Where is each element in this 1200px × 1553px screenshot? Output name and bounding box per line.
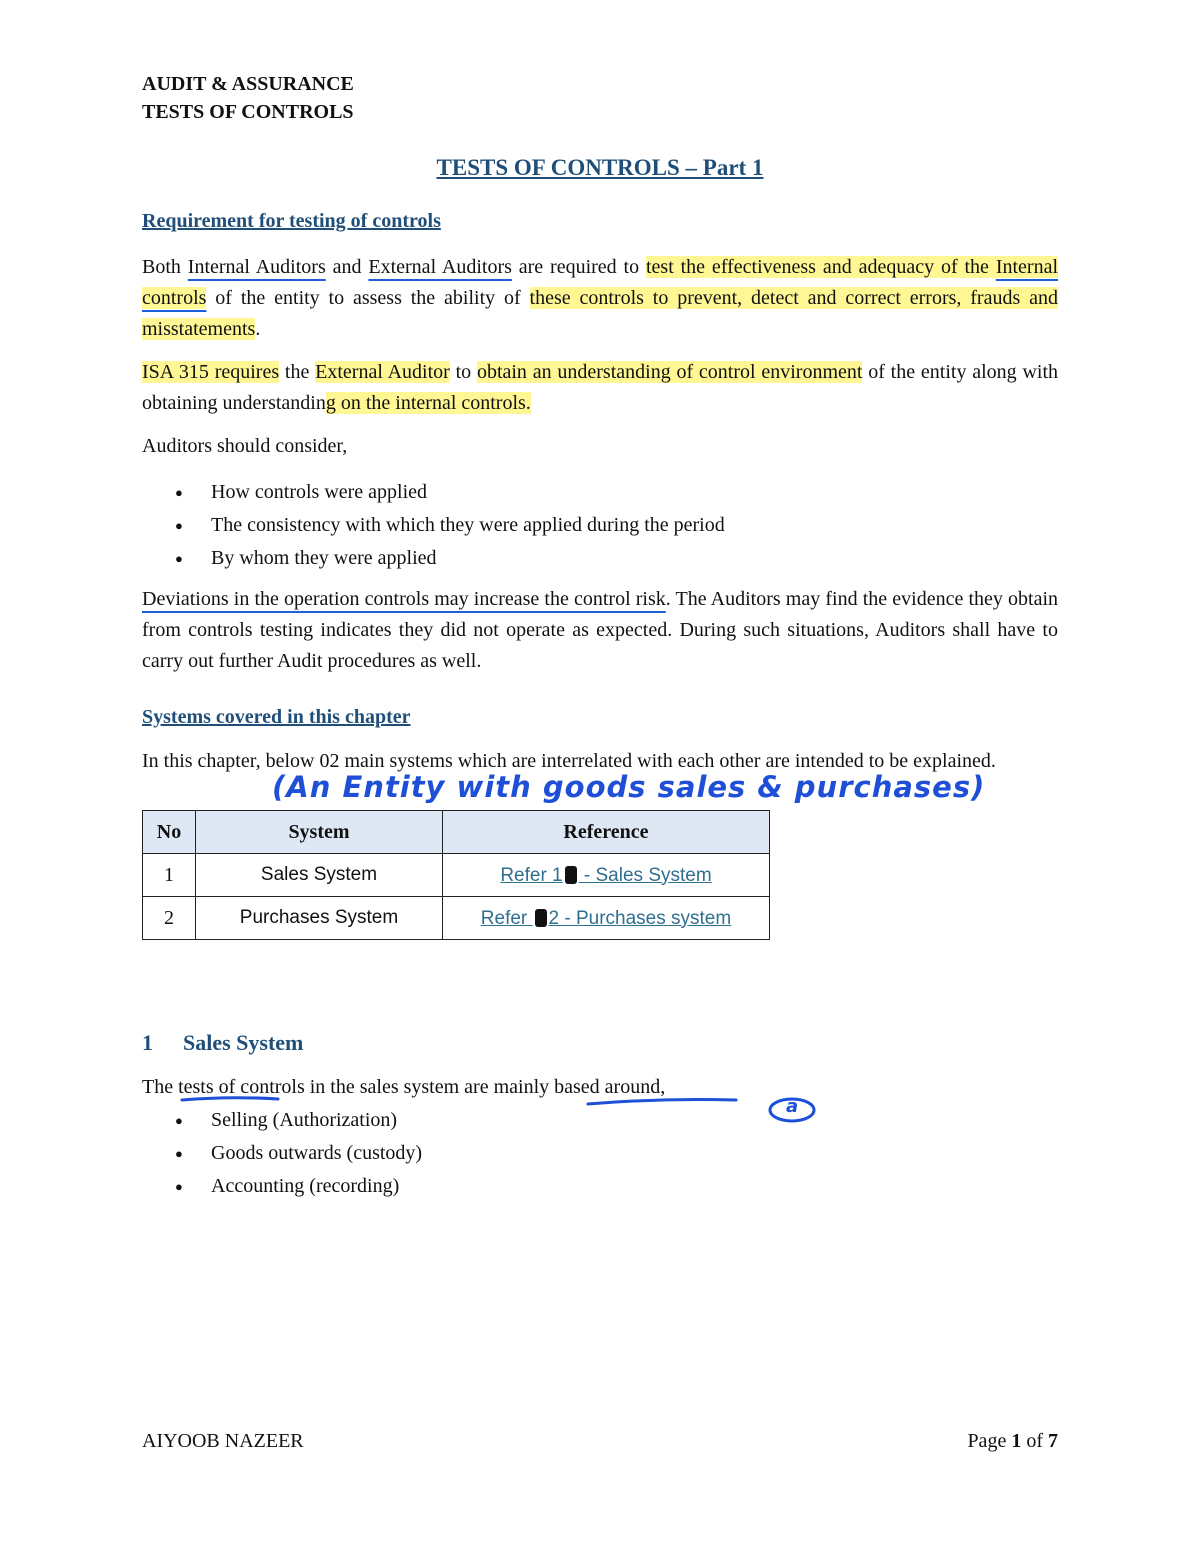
paragraph-isa315	[142, 357, 1058, 419]
list-item: ● Selling (Authorization)	[175, 1104, 422, 1137]
list-item: ● How controls were applied	[175, 476, 725, 509]
highlighted-underlined-text: Internal controls	[142, 256, 1058, 309]
table-header-row	[143, 811, 770, 854]
table-cell-no: 1	[143, 854, 196, 897]
header-topic: TESTS OF CONTROLS	[142, 101, 354, 123]
table-cell-reference	[443, 854, 770, 897]
highlighted-text: these controls to prevent, detect and correct errors, frauds and misstatements	[142, 287, 1058, 340]
paragraph-systems-intro: In this chapter, below 02 main systems which are interrelated with each other are intended to be explained.	[142, 750, 996, 772]
text-run: to	[449, 361, 477, 383]
text-run: . The Auditors may find the evidence they obtain from controls testing indicates they did not operate as expected. During such situations, Auditors shall have to carry out further Audit procedures as well.	[142, 588, 1058, 672]
list-item: ● Goods outwards (custody)	[175, 1137, 422, 1170]
table-cell-reference	[443, 897, 770, 940]
highlighted-text: test the effectiveness and adequacy of the	[645, 256, 996, 278]
reference-link-purchases[interactable]	[481, 908, 731, 929]
page-label: Page	[967, 1430, 1012, 1452]
reference-link-sales[interactable]	[500, 865, 711, 886]
underlined-text: Internal Auditors	[187, 256, 326, 278]
page-total: 7	[1048, 1430, 1058, 1452]
handwritten-mark: a	[786, 1096, 799, 1117]
handwritten-note: (An Entity with goods sales & purchases)	[272, 770, 986, 804]
text-run: are required to	[511, 256, 646, 278]
text-run: .	[255, 318, 261, 340]
text-run: the	[279, 361, 316, 383]
section-heading-systems: Systems covered in this chapter	[142, 706, 411, 728]
underlined-text: Deviations in the operation controls may increase the control risk	[142, 588, 666, 610]
link-text: Refer	[480, 907, 533, 929]
text-run: of the entity along with obtaining understandin	[142, 361, 1059, 414]
text-run: and	[325, 256, 369, 278]
footer-author: AIYOOB NAZEER	[142, 1430, 304, 1452]
systems-table	[142, 810, 770, 940]
table-row	[143, 897, 770, 940]
redaction-blot	[535, 909, 547, 927]
highlighted-text: ISA 315 requires	[142, 361, 280, 383]
footer-page-number	[967, 1430, 1058, 1453]
header-course: AUDIT & ASSURANCE	[142, 73, 354, 95]
section-heading-requirement: Requirement for testing of controls	[142, 210, 441, 232]
paragraph-requirement	[142, 252, 1058, 345]
highlighted-text: obtain an understanding of control environment	[476, 361, 863, 383]
highlighted-text: External Auditor	[315, 361, 450, 383]
consider-list	[175, 476, 725, 575]
page-label: of	[1021, 1430, 1048, 1452]
highlighted-text: g on the internal controls.	[325, 392, 531, 414]
pen-underline-tests-of	[182, 1098, 278, 1100]
redaction-blot	[565, 866, 577, 884]
section-number: 1	[142, 1030, 153, 1055]
table-header-cell: No	[143, 811, 196, 854]
text-run: of the entity to assess the ability of	[206, 287, 530, 309]
paragraph-deviations	[142, 584, 1058, 677]
table-row	[143, 854, 770, 897]
table-cell-system: Sales System	[196, 854, 443, 897]
table-cell-system: Purchases System	[196, 897, 443, 940]
table-cell-no: 2	[143, 897, 196, 940]
list-item: ● By whom they were applied	[175, 542, 725, 575]
sales-controls-list	[175, 1104, 422, 1203]
link-text: 2 - Purchases system	[548, 907, 732, 929]
pen-underline-mainly-based	[588, 1100, 736, 1105]
section-title: Sales System	[183, 1030, 304, 1055]
page-title: TESTS OF CONTROLS – Part 1	[436, 155, 764, 180]
underlined-text: External Auditors	[368, 256, 512, 278]
consider-line: Auditors should consider,	[142, 435, 348, 457]
paragraph-sales-intro: The tests of controls in the sales system are mainly based around,	[142, 1076, 666, 1098]
table-header-cell: Reference	[443, 811, 770, 854]
link-text: Refer 1	[500, 864, 563, 886]
page-current: 1	[1011, 1430, 1022, 1452]
table-header-cell: System	[196, 811, 443, 854]
text-run: Both	[142, 256, 188, 278]
link-text: - Sales System	[578, 864, 712, 886]
list-item: ● The consistency with which they were applied during the period	[175, 509, 725, 542]
list-item: ● Accounting (recording)	[175, 1170, 422, 1203]
